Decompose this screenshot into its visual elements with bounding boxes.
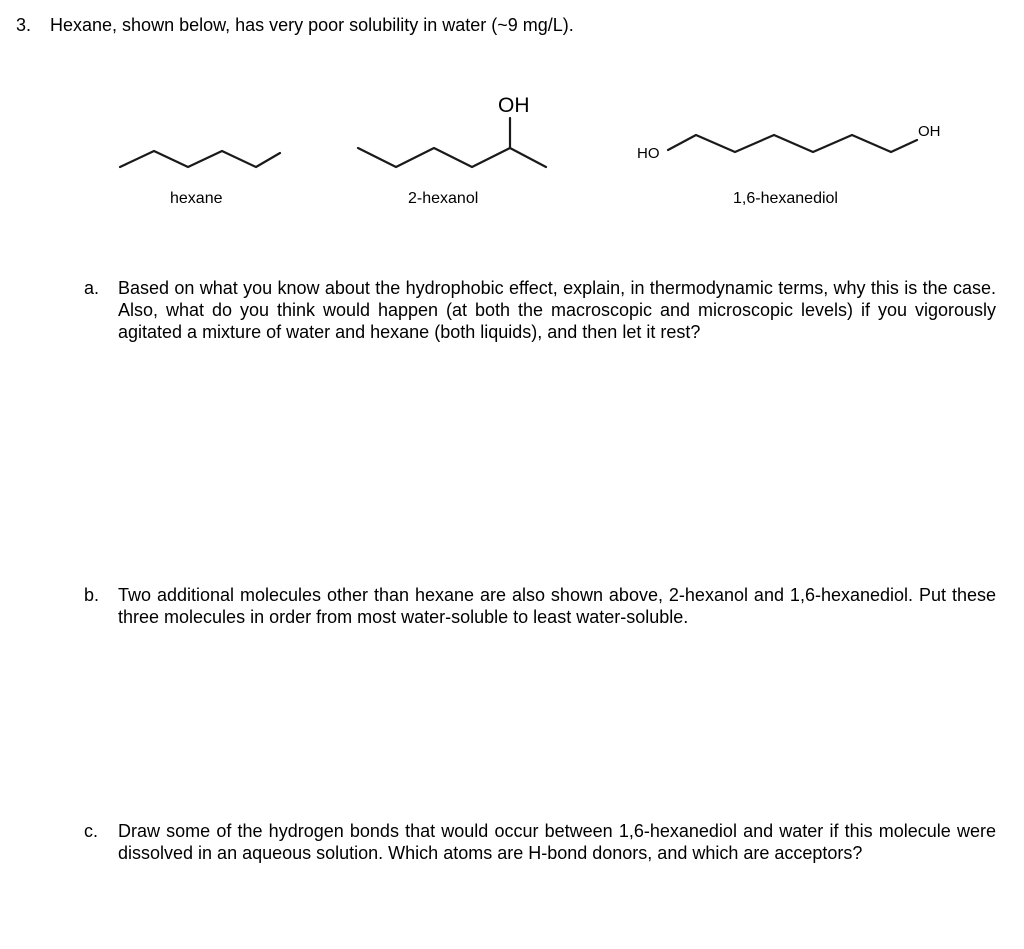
part-a <box>84 277 996 343</box>
question-number: 3. <box>16 15 32 35</box>
question-text: Hexane, shown below, has very poor solubility in water (~9 mg/L). <box>50 15 574 35</box>
part-a-text: Based on what you know about the hydrophobic effect, explain, in thermodynamic terms, why this is the case. Also, what do you think would happen (at both the macroscopic and microscopic levels) if you vigorously agitated a mixture of water and hexane (both liquids), and then let it rest? <box>118 278 996 342</box>
part-b-text: Two additional molecules other than hexane are also shown above, 2-hexanol and 1,6-hexanediol. Put these three molecules in order from most water-soluble to least water-soluble. <box>118 585 996 627</box>
part-c-text: Draw some of the hydrogen bonds that would occur between 1,6-hexanediol and water if this molecule were dissolved in an aqueous solution. Which atoms are H-bond donors, and which are acceptors? <box>118 821 996 863</box>
1,6-hexanediol-ho-label: HO <box>637 145 660 162</box>
part-b <box>84 584 996 628</box>
part-a-letter: a. <box>84 278 100 298</box>
molecule-structures <box>0 0 1024 230</box>
1,6-hexanediol-label: 1,6-hexanediol <box>733 190 838 207</box>
part-b-letter: b. <box>84 585 100 605</box>
2-hexanol-skeleton <box>358 148 546 167</box>
part-c-letter: c. <box>84 821 99 841</box>
1,6-hexanediol-skeleton <box>668 135 917 152</box>
1,6-hexanediol-oh-label: OH <box>918 123 941 140</box>
hexane-label: hexane <box>170 190 223 207</box>
2-hexanol-oh-label: OH <box>498 94 530 117</box>
part-c <box>84 820 996 864</box>
2-hexanol-label: 2-hexanol <box>408 190 479 207</box>
hexane-skeleton <box>120 151 280 167</box>
